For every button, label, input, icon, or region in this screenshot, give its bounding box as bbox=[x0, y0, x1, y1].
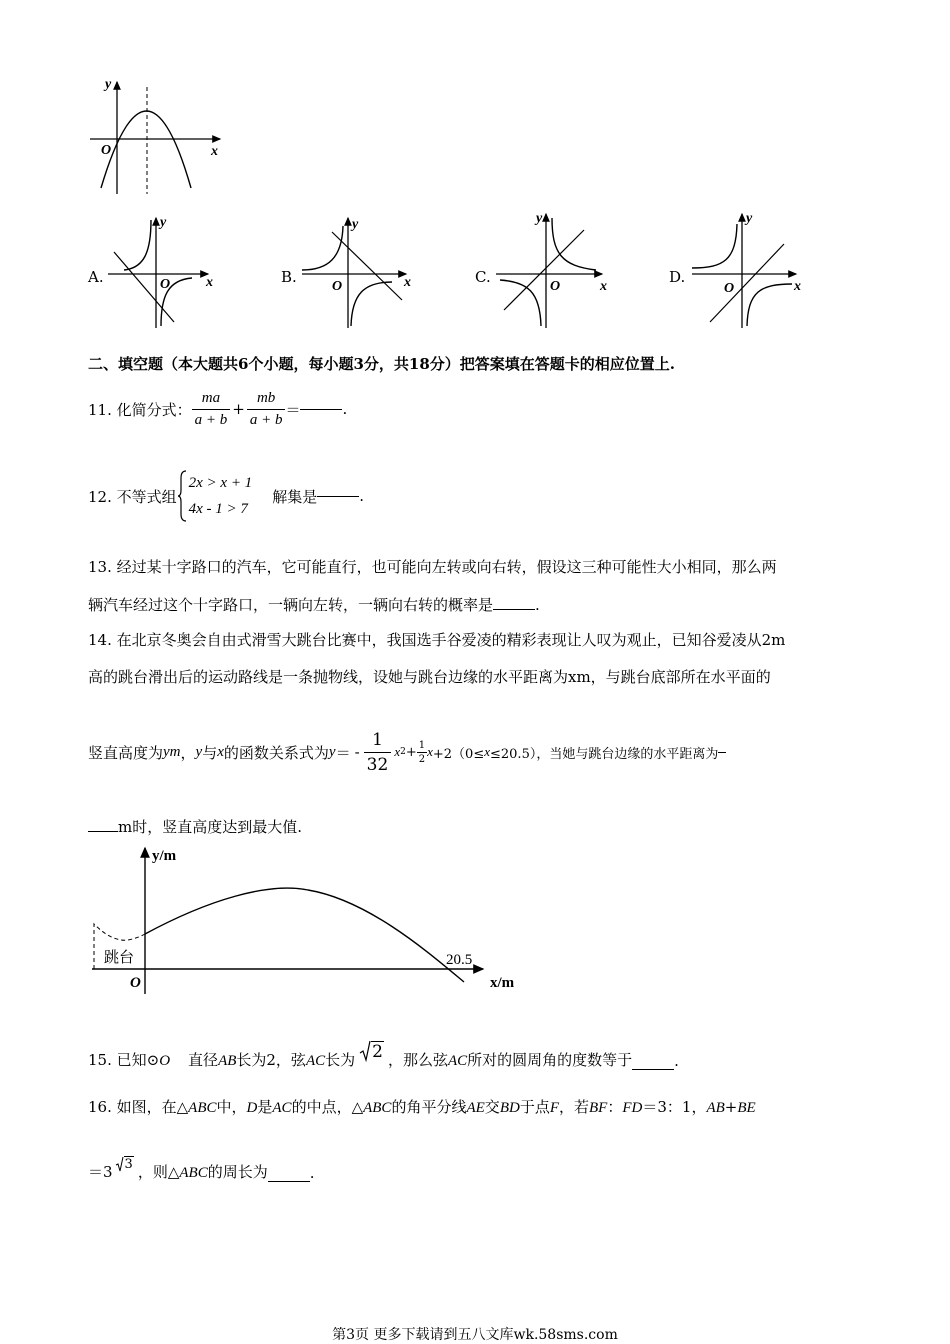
option-d-label: D. bbox=[669, 268, 686, 286]
option-b-graph bbox=[298, 212, 416, 330]
question-16-line-1: 16. 如图，在△ABC中，D是AC的中点，△ABC的角平分线AE交BD于点F，若BF：FD＝3：1，AB+BE bbox=[88, 1098, 756, 1116]
svg-text:y: y bbox=[352, 217, 359, 232]
answer-blank-13[interactable] bbox=[493, 608, 535, 610]
answer-blank-14-part-1[interactable] bbox=[718, 751, 726, 753]
answer-blank-14-part-2[interactable] bbox=[88, 830, 118, 832]
sqrt-2: 2 bbox=[359, 1040, 384, 1062]
svg-text:O: O bbox=[160, 277, 171, 292]
platform-label: 跳台 bbox=[104, 950, 135, 966]
ski-jump-figure bbox=[88, 842, 533, 1000]
section-heading: 二、填空题（本大题共6个小题，每小题3分，共18分）把答案填在答题卡的相应位置上. bbox=[88, 355, 675, 373]
origin-o: O bbox=[130, 975, 141, 991]
fraction-mb: $\frac{mb}{a + b}$ bbox=[247, 390, 286, 429]
question-14-line-3: 竖直高度为 ym ， y 与 x 的函数关系式为 y ＝ - $\frac{1}{32}$ x 2 + $\frac{1}{2}$ x +2（0≤ x ≤20.5），当她与跳台边缘的水平距离为 bbox=[88, 724, 726, 780]
question-14-line-4: m时，竖直高度达到最大值. bbox=[88, 816, 302, 837]
answer-blank-16[interactable] bbox=[268, 1180, 310, 1182]
x-axis-unit: x/m bbox=[490, 975, 515, 991]
question-12: 12. 不等式组 2x > x + 1 4x - 1 > 7 解集是 . bbox=[88, 468, 364, 524]
option-c-graph bbox=[492, 208, 614, 330]
left-brace bbox=[177, 470, 187, 522]
option-b-label: B. bbox=[281, 268, 297, 286]
parabola-figure bbox=[85, 72, 230, 200]
question-13-line-1: 13. 经过某十字路口的汽车，它可能直行，也可能向左转或向右转，假设这三种可能性大小相同，那么两 bbox=[88, 558, 777, 576]
fraction-1-32: $\frac{1}{32}$ bbox=[364, 730, 392, 775]
origin-label: O bbox=[101, 143, 112, 158]
question-11: 11. 化简分式： $\frac{ma}{a + b}$ + $\frac{mb}{a + b}$ ＝ . bbox=[88, 389, 348, 428]
option-a-label: A. bbox=[88, 268, 104, 286]
fraction-ma: $\frac{ma}{a + b}$ bbox=[192, 390, 231, 429]
svg-text:x: x bbox=[404, 275, 411, 290]
radical-sign bbox=[359, 1040, 371, 1062]
radical-sign bbox=[115, 1156, 124, 1172]
option-a-graph bbox=[104, 212, 222, 330]
parabola-curve bbox=[101, 111, 191, 188]
x-axis-label: x bbox=[211, 144, 218, 159]
answer-blank-15[interactable] bbox=[632, 1068, 674, 1070]
answer-blank-11[interactable] bbox=[300, 408, 342, 410]
landing-distance-label: 20.5 bbox=[446, 952, 473, 968]
svg-text:x: x bbox=[600, 279, 607, 294]
question-13-line-2: 辆汽车经过这个十字路口，一辆向左转，一辆向右转的概率是 . bbox=[88, 596, 540, 614]
inequality-system: 2x > x + 1 4x - 1 > 7 bbox=[177, 470, 253, 522]
svg-text:y: y bbox=[160, 215, 167, 230]
svg-text:y: y bbox=[536, 211, 543, 226]
svg-text:O: O bbox=[332, 279, 343, 294]
svg-text:y: y bbox=[746, 211, 753, 226]
page-footer: 第3页 更多下载请到五八文库wk.58sms.com bbox=[332, 1327, 618, 1343]
y-axis-label: y bbox=[105, 77, 112, 92]
svg-text:O: O bbox=[724, 281, 735, 296]
question-15: 15. 已知⊙ O 直径 AB 长为2，弦 AC 长为 2 ，那么弦 AC 所对的圆周角的度数等于 . bbox=[88, 1042, 679, 1070]
answer-blank-12[interactable] bbox=[317, 495, 359, 497]
svg-text:x: x bbox=[794, 279, 801, 294]
question-14-line-2: 高的跳台滑出后的运动路线是一条抛物线，设她与跳台边缘的水平距离为xm，与跳台底部所在水平面的 bbox=[88, 668, 771, 686]
option-c-label: C. bbox=[475, 268, 491, 286]
y-axis-unit: y/m bbox=[152, 848, 177, 864]
question-14-line-1: 14. 在北京冬奥会自由式滑雪大跳台比赛中，我国选手谷爱凌的精彩表现让人叹为观止，已知谷爱凌从2m bbox=[88, 631, 786, 649]
trajectory-curve bbox=[145, 888, 464, 982]
sqrt-3: 3 bbox=[115, 1156, 134, 1172]
svg-text:x: x bbox=[206, 275, 213, 290]
svg-text:O: O bbox=[550, 279, 561, 294]
fraction-1-2: $\frac{1}{2}$ bbox=[418, 739, 426, 765]
option-d-graph bbox=[688, 208, 810, 330]
question-16-line-2: ＝3 3 ，则△ ABC 的周长为 . bbox=[88, 1157, 315, 1182]
